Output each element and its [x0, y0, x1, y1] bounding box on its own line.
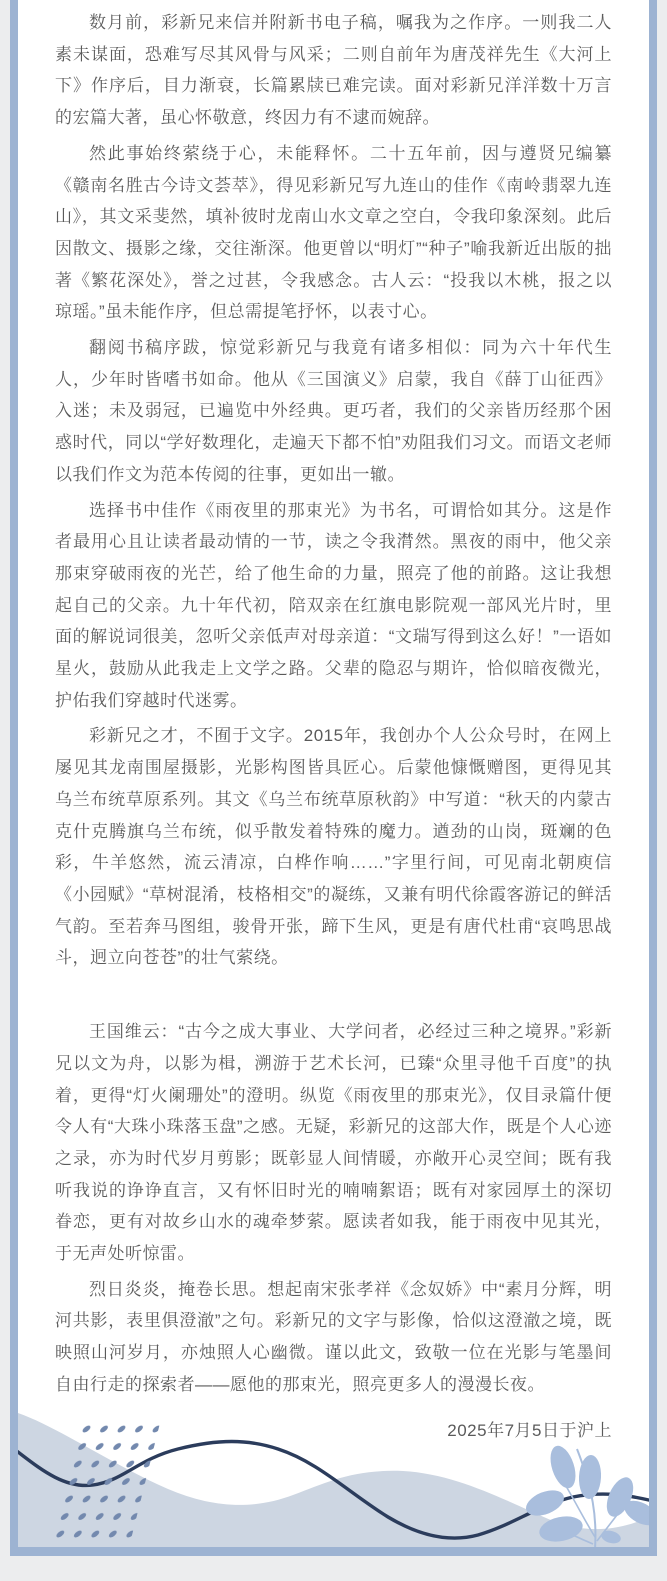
date-line: 2025年7月5日于沪上	[447, 1420, 612, 1440]
paragraph: 数月前，彩新兄来信并附新书电子稿，嘱我为之作序。一则我二人素未谋面，恐难写尽其风骨与风采；二则自前年为唐茂祥先生《大河上下》作序后，目力渐衰，长篇累牍已难完读。面对彩新兄洋洋数十万言的宏篇大著，虽心怀敬意，终因力有不逮而婉辞。	[55, 13, 612, 128]
paragraph: 选择书中佳作《雨夜里的那束光》为书名，可谓恰如其分。这是作者最用心且让读者最动情的一节，读之令我潸然。黑夜的雨中，他父亲那束穿破雨夜的光芒，给了他生命的力量，照亮了他的前路。这让我想起自己的父亲。九十年代初，陪双亲在红旗电影院观一部风光片时，里面的解说词很美，忽听父亲低声对母亲道：“文瑞写得到这么好！”一语如星火，鼓励从此我走上文学之路。父辈的隐忍与期许，恰似暗夜微光，护佑我们穿越时代迷雾。	[55, 500, 612, 710]
paragraph: 翻阅书稿序跋，惊觉彩新兄与我竟有诸多相似：同为六十年代生人，少年时皆嗜书如命。他从《三国演义》启蒙，我自《薛丁山征西》入迷；未及弱冠，已遍览中外经典。更巧者，我们的父亲皆历经那个困惑时代，同以“学好数理化，走遍天下都不怕”劝阻我们习文。而语文老师以我们作文为范本传阅的往事，更如出一辙。	[55, 338, 612, 484]
paragraph: 王国维云：“古今之成大事业、大学问者，必经过三种之境界。”彩新兄以文为舟，以影为楫，溯游于艺术长河，已臻“众里寻他千百度”的执着，更得“灯火阑珊处”的澄明。纵览《雨夜里的那束光》，仅目录篇什便令人有“大珠小珠落玉盘”之感。无疑，彩新兄的这部大作，既是个人心迹之录，亦为时代岁月剪影；既彰显人间情暖，亦敞开心灵空间；既有我听我说的诤诤直言，又有怀旧时光的喃喃絮语；既有对家园厚土的深切眷恋，更有对故乡山水的魂牵梦萦。愿读者如我，能于雨夜中见其光，于无声处听惊雷。	[55, 1022, 612, 1264]
article-body	[18, 0, 649, 1446]
footer-decoration	[18, 1397, 649, 1547]
paragraph: 然此事始终萦绕于心，未能释怀。二十五年前，因与遵贤兄编纂《赣南名胜古今诗文荟萃》，得见彩新兄写九连山的佳作《南岭翡翠九连山》，其文采斐然，填补彼时龙南山水文章之空白，令我印象深刻。此后因散文、摄影之缘，交往渐深。他更曾以“明灯”“种子”喻我新近出版的拙著《繁花深处》，誉之过甚，令我感念。古人云：“投我以木桃，报之以琼瑶。”虽未能作序，但总需提笔抒怀，以表寸心。	[55, 143, 612, 322]
paragraph: 彩新兄之才，不囿于文字。2015年，我创办个人公众号时，在网上屡见其龙南围屋摄影，光影构图皆具匠心。后蒙他慷慨赠图，更得见其乌兰布统草原系列。其文《乌兰布统草原秋韵》中写道：“秋天的内蒙古克什克腾旗乌兰布统，似乎散发着特殊的魔力。遒劲的山岗，斑斓的色彩，牛羊悠然，流云清凉，白桦作响……”字里行间，可见南北朝庾信《小园赋》“草树混淆，枝格相交”的凝练，又兼有明代徐霞客游记的鲜活气韵。至若奔马图组，骏骨开张，蹄下生风，更是有唐代杜甫“哀鸣思战斗，迥立向苍苍”的壮气萦绕。	[55, 726, 612, 968]
paragraph: 烈日炎炎，掩卷长思。想起南宋张孝祥《念奴娇》中“素月分辉，明河共影，表里俱澄澈”之句。彩新兄的文字与影像，恰似这澄澈之境，既映照山河岁月，亦烛照人心幽微。谨以此文，致敬一位在光影与笔墨间自由行走的探索者——愿他的那束光，照亮更多人的漫漫长夜。	[55, 1279, 612, 1394]
article-frame	[10, 0, 657, 1556]
